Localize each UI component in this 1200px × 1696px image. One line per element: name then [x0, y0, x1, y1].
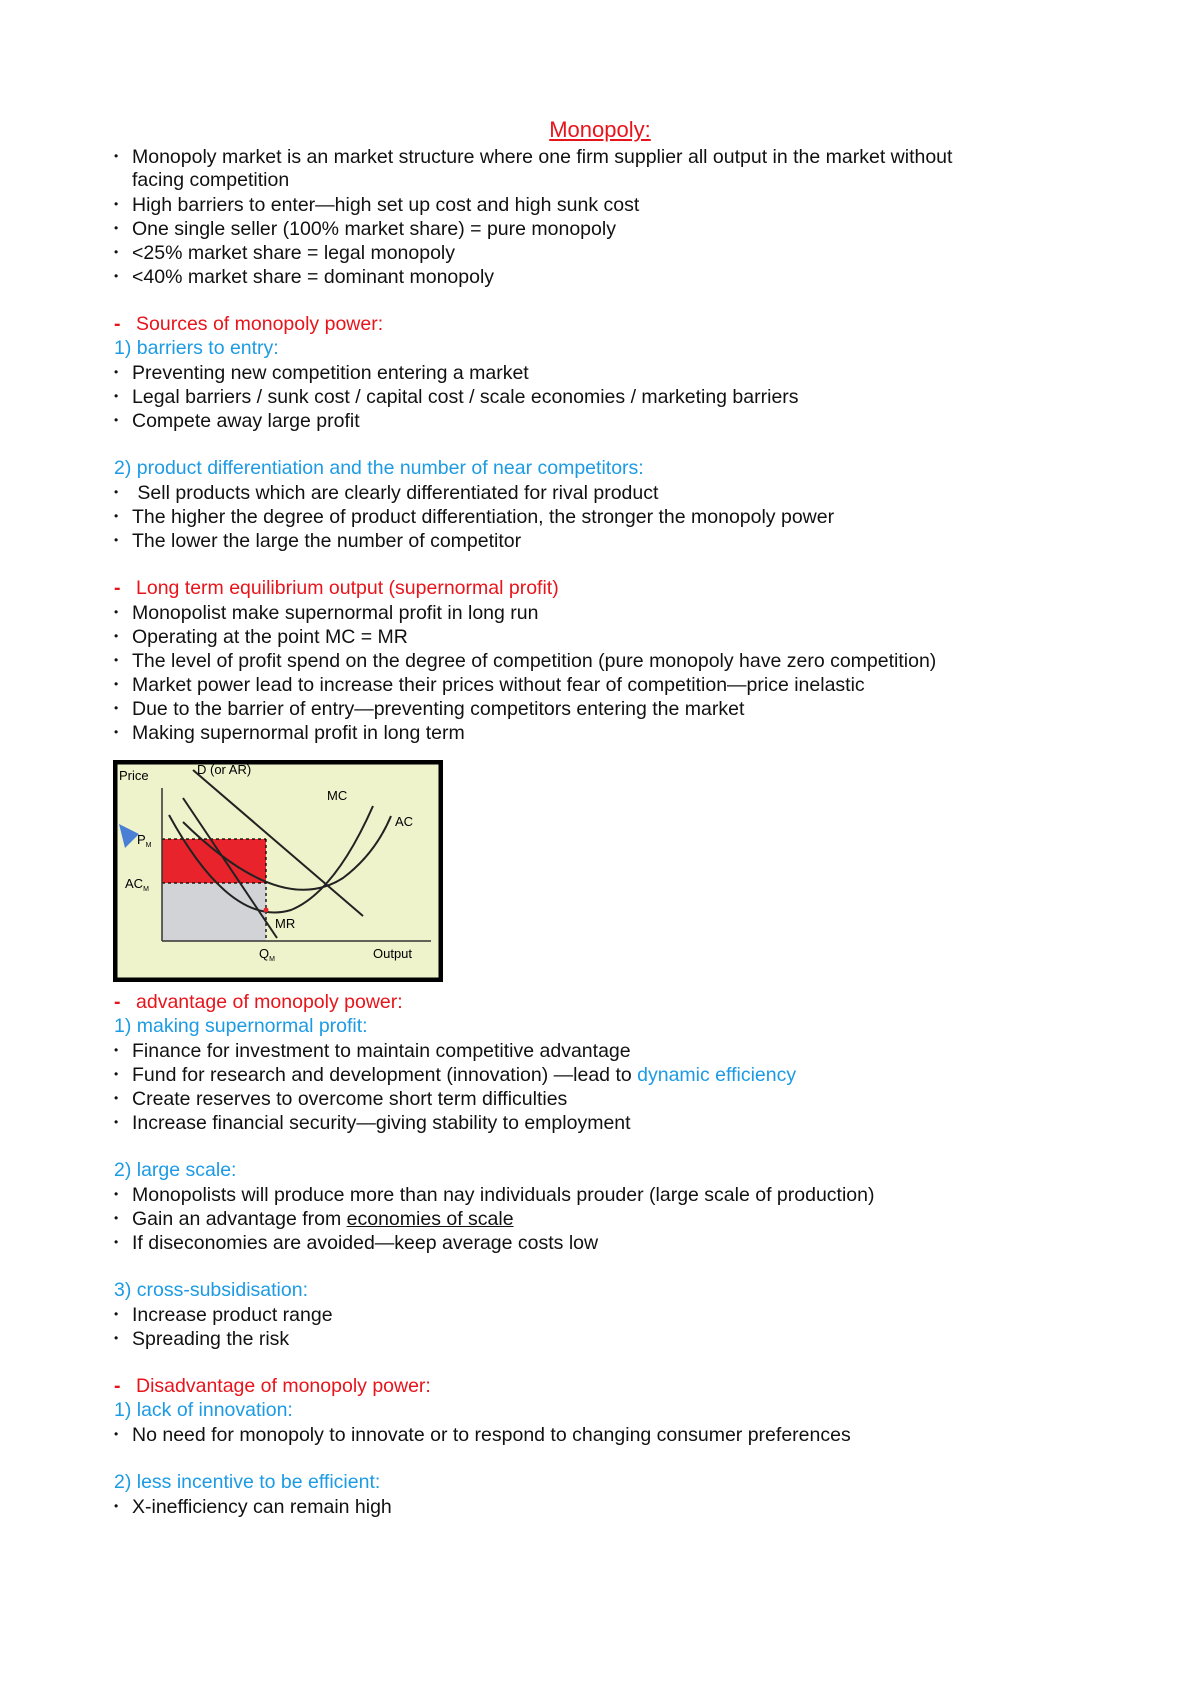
bullet-icon: •	[114, 197, 119, 211]
bullet-icon: •	[114, 1499, 119, 1513]
bullet-item: • Create reserves to overcome short term difficulties	[114, 1088, 568, 1110]
bullet-item: • The lower the large the number of competitor	[114, 530, 522, 552]
qm-label: $Q_M$	[259, 946, 275, 963]
bullet-item: • No need for monopoly to innovate or to respond to changing consumer preferences	[114, 1424, 851, 1446]
bullet-icon: •	[114, 629, 119, 643]
bullet-icon: •	[114, 1091, 119, 1105]
bullet-item-continuation: facing competition	[132, 169, 290, 191]
price-axis-label: Price	[119, 768, 149, 783]
bullet-item: • <25% market share = legal monopoly	[114, 242, 456, 264]
bullet-item: • Making supernormal profit in long term	[114, 722, 465, 744]
bullet-icon: •	[114, 1331, 119, 1345]
bullet-item: • Increase financial security—giving stability to employment	[114, 1112, 631, 1134]
bullet-icon: •	[114, 413, 119, 427]
subheading-cross-subsidisation: 3) cross-subsidisation:	[114, 1279, 308, 1301]
bullet-item: • Gain an advantage from economies of scale	[114, 1208, 514, 1230]
bullet-icon: •	[114, 389, 119, 403]
bullet-icon: •	[114, 245, 119, 259]
bullet-item: • Market power lead to increase their prices without fear of competition—price inelastic	[114, 674, 865, 696]
bullet-icon: •	[114, 149, 119, 163]
bullet-item: • Legal barriers / sunk cost / capital cost / scale economies / marketing barriers	[114, 386, 799, 408]
bullet-item: • Compete away large profit	[114, 410, 360, 432]
bullet-item: • Increase product range	[114, 1304, 333, 1326]
bullet-icon: •	[114, 1043, 119, 1057]
subheading-large-scale: 2) large scale:	[114, 1159, 237, 1181]
bullet-item: • Monopolist make supernormal profit in long run	[114, 602, 539, 624]
monopoly-diagram	[113, 760, 443, 982]
cost-area	[162, 883, 266, 941]
bullet-item: • One single seller (100% market share) = pure monopoly	[114, 218, 616, 240]
subheading-differentiation: 2) product differentiation and the number of near competitors:	[114, 457, 644, 479]
demand-label: D (or AR)	[197, 762, 252, 777]
bullet-icon: •	[114, 365, 119, 379]
subheading-barriers: 1) barriers to entry:	[114, 337, 279, 359]
bullet-item: • The higher the degree of product differentiation, the stronger the monopoly power	[114, 506, 835, 528]
bullet-icon: •	[114, 1211, 119, 1225]
economies-of-scale-text: economies of scale	[346, 1208, 514, 1230]
ac-label: AC	[395, 814, 414, 829]
bullet-icon: •	[114, 605, 119, 619]
bullet-item: • Preventing new competition entering a market	[114, 362, 529, 384]
bullet-item: • Monopoly market is an market structure where one firm supplier all output in the market without	[114, 146, 953, 168]
bullet-icon: •	[114, 653, 119, 667]
mc-label: MC	[327, 788, 348, 803]
dynamic-efficiency-text: dynamic efficiency	[637, 1064, 797, 1086]
bullet-item: • Due to the barrier of entry—preventing competitors entering the market	[114, 698, 745, 720]
subheading-supernormal-profit: 1) making supernormal profit:	[114, 1015, 368, 1037]
bullet-icon: •	[114, 533, 119, 547]
bullet-item: • Sell products which are clearly differentiated for rival product	[114, 482, 659, 504]
bullet-icon: •	[114, 509, 119, 523]
bullet-item: • Operating at the point MC = MR	[114, 626, 408, 648]
bullet-icon: •	[114, 701, 119, 715]
bullet-icon: •	[114, 677, 119, 691]
bullet-item: • Monopolists will produce more than nay individuals prouder (large scale of production)	[114, 1184, 875, 1206]
mr-label: MR	[275, 916, 296, 931]
bullet-item: • <40% market share = dominant monopoly	[114, 266, 495, 288]
bullet-icon: •	[114, 1427, 119, 1441]
page-title: Monopoly:	[549, 117, 651, 142]
bullet-item: • The level of profit spend on the degree of competition (pure monopoly have zero competition)	[114, 650, 937, 672]
pm-label: $P_M$	[137, 832, 152, 849]
bullet-icon: •	[114, 269, 119, 283]
bullet-icon: •	[114, 1115, 119, 1129]
output-axis-label: Output	[373, 946, 413, 961]
bullet-item: • High barriers to enter—high set up cost and high sunk cost	[114, 194, 640, 216]
section-heading-sources: - Sources of monopoly power:	[114, 313, 384, 335]
bullet-icon: •	[114, 1307, 119, 1321]
bullet-item: • Spreading the risk	[114, 1328, 290, 1350]
bullet-icon: •	[114, 1187, 119, 1201]
bullet-icon: •	[114, 485, 119, 499]
bullet-item: • X-inefficiency can remain high	[114, 1496, 392, 1518]
bullet-item: • Finance for investment to maintain competitive advantage	[114, 1040, 631, 1062]
equilibrium-point	[264, 908, 269, 913]
subheading-less-incentive: 2) less incentive to be efficient:	[114, 1471, 381, 1493]
bullet-icon: •	[114, 1067, 119, 1081]
section-heading-long-term: - Long term equilibrium output (supernormal profit)	[114, 577, 559, 599]
bullet-item: • If diseconomies are avoided—keep average costs low	[114, 1232, 599, 1254]
bullet-icon: •	[114, 221, 119, 235]
bullet-item: • Fund for research and development (innovation) —lead to dynamic efficiency	[114, 1064, 797, 1086]
section-heading-disadvantage: - Disadvantage of monopoly power:	[114, 1375, 431, 1397]
bullet-icon: •	[114, 725, 119, 739]
section-heading-advantage: - advantage of monopoly power:	[114, 991, 403, 1013]
acm-label: $AC_M$	[125, 876, 149, 893]
bullet-icon: •	[114, 1235, 119, 1249]
subheading-lack-of-innovation: 1) lack of innovation:	[114, 1399, 293, 1421]
